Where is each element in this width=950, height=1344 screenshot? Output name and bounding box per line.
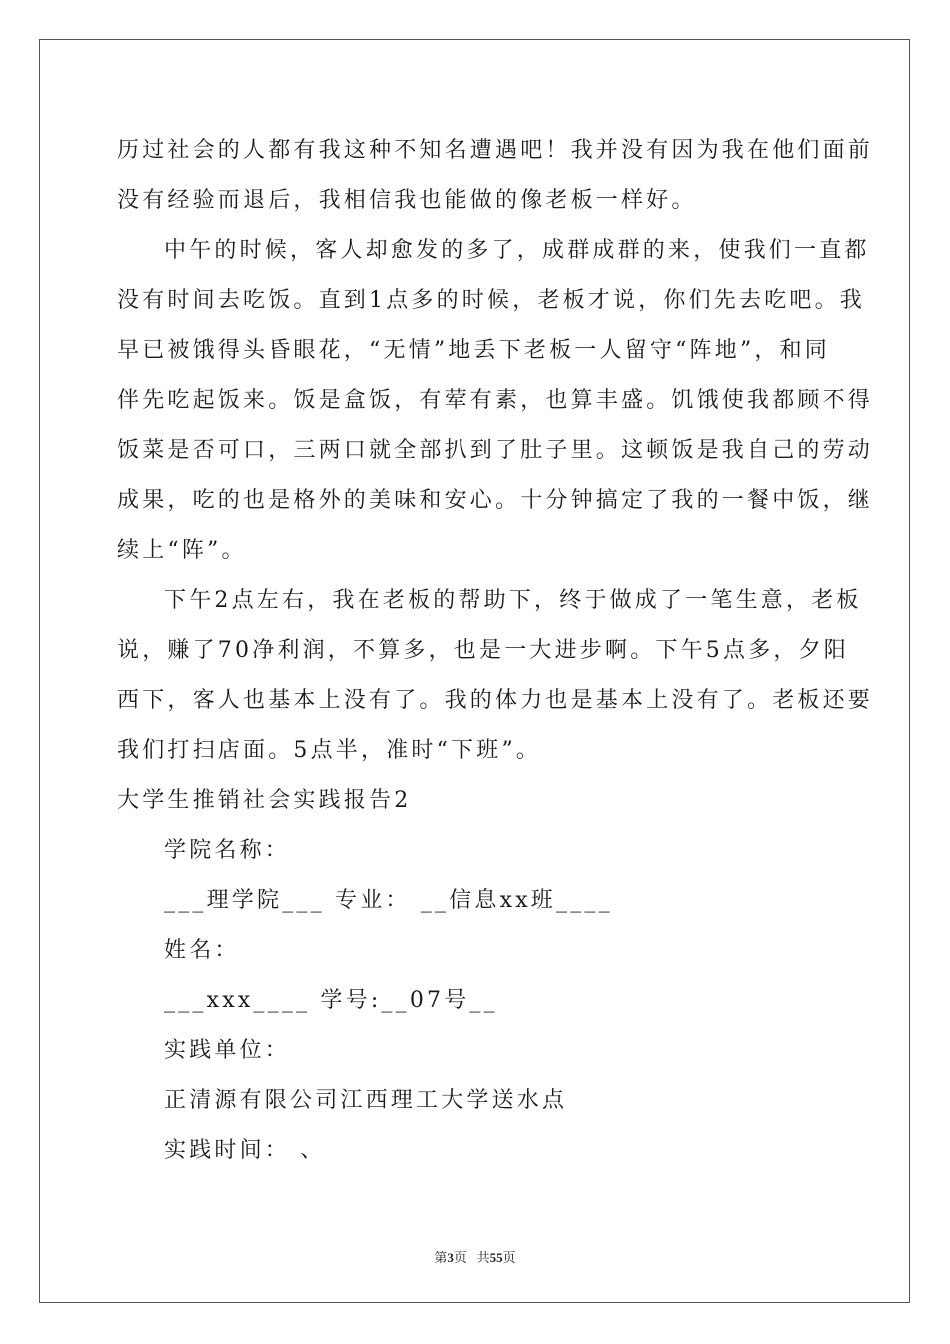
text-line: 续上“阵”。 [117, 538, 247, 563]
college-major-line: ___理学院___ 专业： __信息xx班____ [164, 888, 613, 913]
footer-middle: 页 共 [453, 1250, 490, 1265]
unit-value: 正清源有限公司江西理工大学送水点 [164, 1088, 568, 1113]
text-line: 没有时间去吃饭。直到1点多的时候，老板才说，你们先去吃吧。我 [117, 288, 865, 313]
text-line: 成果，吃的也是格外的美味和安心。十分钟搞定了我的一餐中饭，继 [117, 488, 874, 513]
text-line: 说，赚了70净利润，不算多，也是一大进步啊。下午5点多，夕阳 [117, 638, 849, 663]
total-pages-number: 55 [489, 1250, 503, 1265]
name-id-line: ___xxx____ 学号:__07号__ [164, 988, 498, 1013]
page-footer [0, 1247, 950, 1266]
unit-label: 实践单位： [164, 1038, 291, 1063]
footer-suffix: 页 [502, 1250, 516, 1265]
text-line: 伴先吃起饭来。饭是盒饭，有荤有素，也算丰盛。饥饿使我都顾不得 [117, 388, 874, 413]
text-line: 下午2点左右，我在老板的帮助下，终于做成了一笔生意，老板 [164, 588, 862, 613]
current-page-number: 3 [447, 1250, 454, 1265]
time-line: 实践时间： 、 [164, 1138, 326, 1163]
footer-prefix: 第 [434, 1250, 448, 1265]
text-line: 饭菜是否可口，三两口就全部扒到了肚子里。这顿饭是我自己的劳动 [117, 438, 874, 463]
text-line: 西下，客人也基本上没有了。我的体力也是基本上没有了。老板还要 [117, 688, 874, 713]
text-line: 中午的时候，客人却愈发的多了，成群成群的来，使我们一直都 [164, 238, 870, 263]
text-line: 没有经验而退后，我相信我也能做的像老板一样好。 [117, 188, 697, 213]
text-line: 我们打扫店面。5点半，准时“下班”。 [117, 738, 542, 763]
college-label: 学院名称： [164, 838, 291, 863]
name-label: 姓名： [164, 938, 240, 963]
document-body [117, 126, 874, 1176]
report-title: 大学生推销社会实践报告2 [117, 788, 412, 813]
text-line: 早已被饿得头昏眼花，“无情”地丢下老板一人留守“阵地”，和同 [117, 338, 830, 363]
text-line: 历过社会的人都有我这种不知名遭遇吧！我并没有因为我在他们面前 [117, 138, 874, 163]
